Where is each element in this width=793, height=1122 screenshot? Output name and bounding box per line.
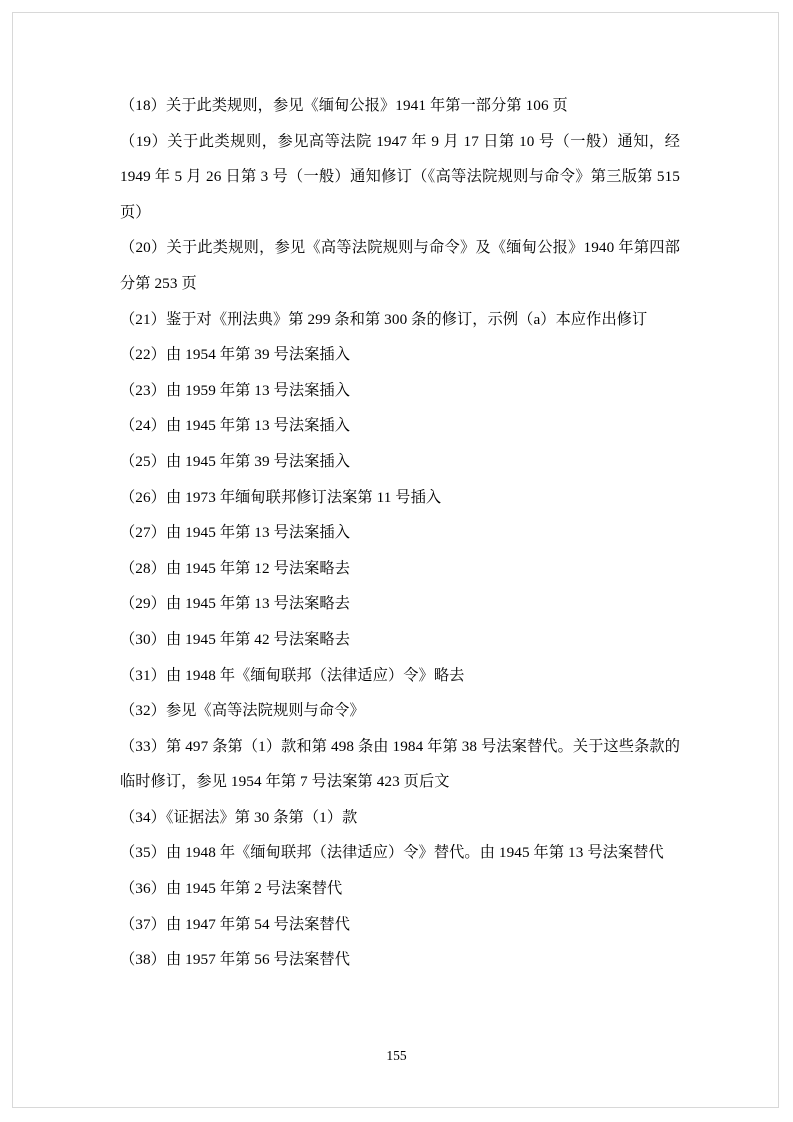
footnote-item: （27）由 1945 年第 13 号法案插入 [120,524,351,542]
footnote-item: （38）由 1957 年第 56 号法案替代 [120,951,351,969]
footnote-item: （34）《证据法》第 30 条第（1）款 [120,808,358,826]
footnote-item: （29）由 1945 年第 13 号法案略去 [120,595,351,613]
footnote-item: （18）关于此类规则，参见《缅甸公报》1941 年第一部分第 106 页 [120,97,568,114]
footnote-item: （32）参见《高等法院规则与命令》 [120,702,365,720]
footnote-item: （26）由 1973 年缅甸联邦修订法案第 11 号插入 [120,488,442,506]
footnote-item: （33）第 497 条第（1）款和第 498 条由 1984 年第 38 号法案替代。关于这些条款的临时修订，参见 1954 年第 7 号法案第 423 页后文 [120,737,680,791]
footnote-item: （31）由 1948 年《缅甸联邦（法律适应）令》略去 [120,666,465,684]
footnote-item: （22）由 1954 年第 39 号法案插入 [120,346,351,364]
footnote-list [120,88,680,978]
footnote-item: （36）由 1945 年第 2 号法案替代 [120,880,343,898]
footnote-item: （23）由 1959 年第 13 号法案插入 [120,381,351,399]
footnote-item: （37）由 1947 年第 54 号法案替代 [120,915,351,933]
footnote-item: （35）由 1948 年《缅甸联邦（法律适应）令》替代。由 1945 年第 13 号法案替代 [120,844,664,862]
footnote-item: （24）由 1945 年第 13 号法案插入 [120,417,351,435]
footnote-item: （21）鉴于对《刑法典》第 299 条和第 300 条的修订，示例（a）本应作出修订 [120,310,648,328]
footnote-item: （25）由 1945 年第 39 号法案插入 [120,452,351,470]
footnote-item: （30）由 1945 年第 42 号法案略去 [120,630,351,648]
footnote-item: （19）关于此类规则，参见高等法院 1947 年 9 月 17 日第 10 号（一般）通知，经 1949 年 5 月 26 日第 3 号（一般）通知修订（《高等法院规则与命令》第三版第 515 页） [120,132,680,221]
footnote-item: （28）由 1945 年第 12 号法案略去 [120,559,351,577]
page-number: 155 [386,1048,407,1063]
footnote-item: （20）关于此类规则，参见《高等法院规则与命令》及《缅甸公报》1940 年第四部分第 253 页 [120,239,680,292]
